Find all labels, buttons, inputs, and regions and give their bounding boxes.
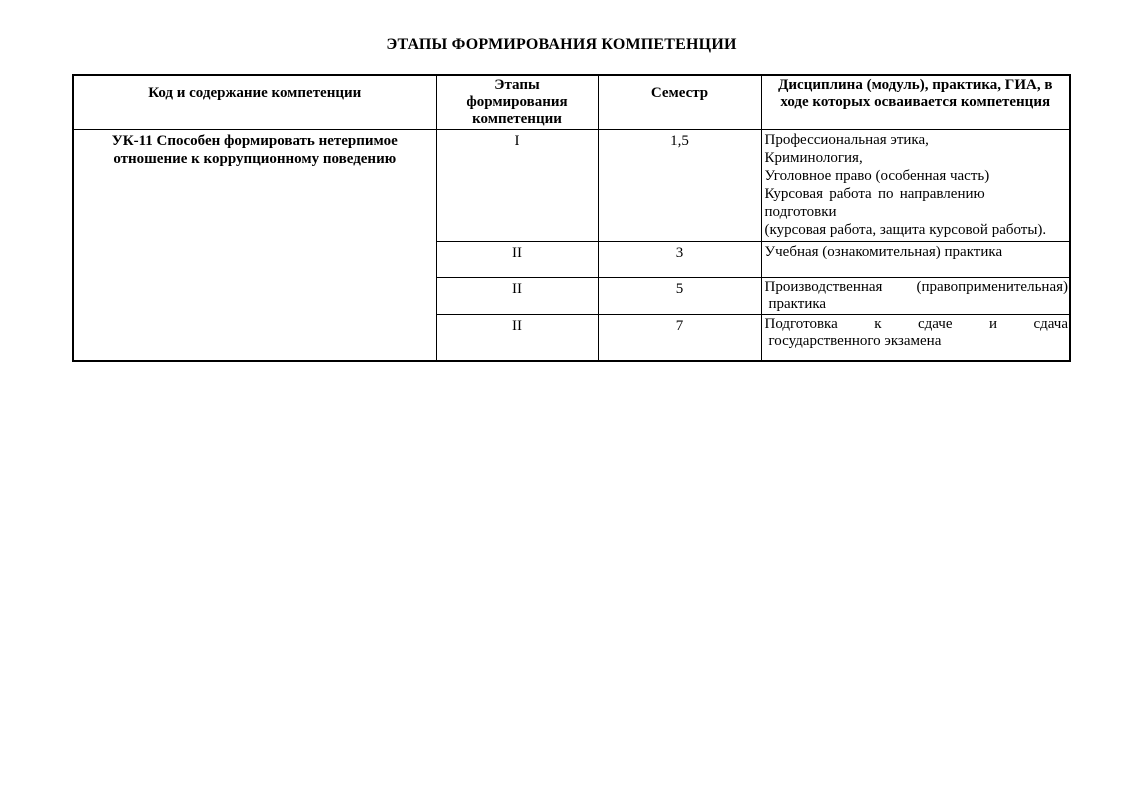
disciplines-cell	[761, 242, 1070, 278]
discipline-line: государственного экзамена	[768, 333, 942, 349]
discipline-line: подготовки	[764, 204, 837, 220]
discipline-line: Производственная (правоприменительная)	[764, 279, 1068, 295]
disciplines-cell	[761, 130, 1070, 242]
semester-cell: 3	[598, 242, 761, 278]
stage-cell: II	[436, 278, 598, 315]
discipline-line: Учебная (ознакомительная) практика	[764, 244, 1003, 260]
disciplines-cell	[761, 315, 1070, 361]
stage-cell: I	[436, 130, 598, 242]
stage-cell: II	[436, 315, 598, 361]
discipline-line: Криминология,	[764, 150, 863, 166]
header-disciplines: Дисциплина (модуль), практика, ГИА, в ходе которых осваивается компетенция	[761, 75, 1070, 130]
discipline-line: (курсовая работа, защита курсовой работы).	[764, 222, 1047, 238]
table-row	[73, 130, 1070, 242]
table-header-row	[73, 75, 1070, 130]
stage-cell: II	[436, 242, 598, 278]
page-title: ЭТАПЫ ФОРМИРОВАНИЯ КОМПЕТЕНЦИИ	[386, 36, 737, 53]
discipline-line: Уголовное право (особенная часть)	[764, 168, 990, 184]
header-stages: Этапы формирования компетенции	[436, 75, 598, 130]
competency-stages-table	[72, 74, 1071, 362]
semester-cell: 7	[598, 315, 761, 361]
disciplines-cell	[761, 278, 1070, 315]
discipline-line: практика	[768, 296, 827, 312]
semester-cell: 1,5	[598, 130, 761, 242]
discipline-line: Курсовая работа по направлению	[764, 186, 985, 202]
header-competency: Код и содержание компетенции	[73, 75, 436, 130]
discipline-line: Профессиональная этика,	[764, 132, 929, 148]
discipline-line: Подготовка к сдаче и сдача	[764, 316, 1068, 332]
header-semester: Семестр	[598, 75, 761, 130]
competency-code-cell: УК-11 Способен формировать нетерпимое отношение к коррупционному поведению	[73, 130, 436, 361]
semester-cell: 5	[598, 278, 761, 315]
